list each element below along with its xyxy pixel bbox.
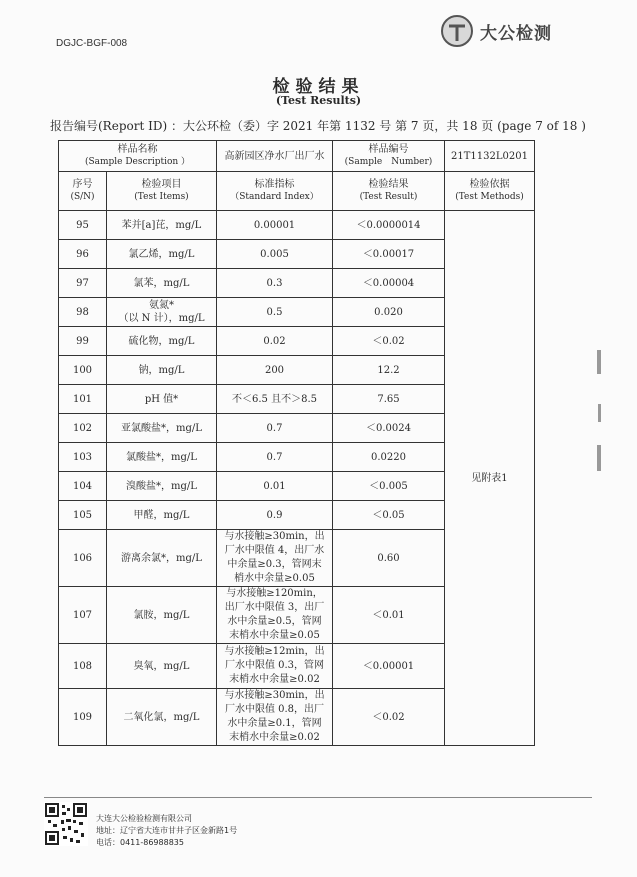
cell-result: 0.60 [333,530,445,587]
col-std: 标准指标 （Standard Index） [217,172,333,211]
cell-std: 0.005 [217,240,333,269]
cell-result: ＜0.00001 [333,644,445,689]
col-result: 检验结果 (Test Result) [333,172,445,211]
cell-item [107,530,217,587]
cell-sn: 101 [59,385,107,414]
item-name: 甲醛，mg/L [133,509,190,521]
item-name: 氯苯，mg/L [133,277,190,289]
cell-item [107,443,217,472]
cell-result: ＜0.0000014 [333,211,445,240]
cell-result: 0.020 [333,298,445,327]
col-item: 检验项目 (Test Items) [107,172,217,211]
cell-result: ＜0.05 [333,501,445,530]
item-name: 氨氮* [149,300,174,311]
results-body [59,211,535,746]
cell-item [107,269,217,298]
sample-name-value: 高新园区净水厂出厂水 [217,141,333,172]
cell-std: 0.01 [217,472,333,501]
logo-brand-text: 大公检测 [480,23,552,44]
cell-result: ＜0.005 [333,472,445,501]
item-name: 臭氧，mg/L [133,660,190,672]
cell-item [107,298,217,327]
cell-result: ＜0.00004 [333,269,445,298]
cell-result: 12.2 [333,356,445,385]
scan-mark [597,350,601,374]
cell-item [107,356,217,385]
cell-sn: 104 [59,472,107,501]
company-logo [440,14,552,48]
cell-item [107,327,217,356]
page-title: 检验结果 [272,77,365,97]
cell-sn: 99 [59,327,107,356]
cell-sn: 102 [59,414,107,443]
sample-number-value: 21T1132L0201 [445,141,535,172]
cell-std: 0.00001 [217,211,333,240]
report-id-line: 报告编号(Report ID) ：大公环检（委）字 2021 年第 1132 号 第 7 页，共 18 页 (page 7 of 18 ) [50,119,586,133]
cell-std: 200 [217,356,333,385]
item-name: 氯酸盐*，mg/L [126,451,197,463]
item-name: 溴酸盐*，mg/L [126,480,197,492]
cell-sn: 103 [59,443,107,472]
col-sn: 序号 (S/N) [59,172,107,211]
results-table [58,140,535,746]
cell-result: ＜0.02 [333,689,445,746]
cell-std: 0.02 [217,327,333,356]
cell-std: 0.3 [217,269,333,298]
cell-item [107,211,217,240]
cell-std: 与水接触≥30min，出厂水中限值 0.8，出厂水中余量≥0.1，管网末梢水中余量≥0.02 [217,689,333,746]
cell-item [107,587,217,644]
col-method: 检验依据 (Test Methods) [445,172,535,211]
cell-item [107,689,217,746]
cell-result: ＜0.0024 [333,414,445,443]
cell-sn: 108 [59,644,107,689]
cell-result: 7.65 [333,385,445,414]
cell-result: 0.0220 [333,443,445,472]
cell-std: 0.7 [217,443,333,472]
qr-code-icon [44,802,88,846]
item-name-line2: （以 N 计），mg/L [118,313,205,324]
cell-sn: 109 [59,689,107,746]
column-header-row [59,172,535,211]
cell-item [107,240,217,269]
cell-result: ＜0.02 [333,327,445,356]
scan-mark [598,404,601,422]
cell-result: ＜0.00017 [333,240,445,269]
document-code: DGJC-BGF-008 [56,38,128,49]
item-name: 二氧化氯，mg/L [123,711,200,723]
sample-number-label: 样品编号 (Sample Number) [333,141,445,172]
cell-sn: 98 [59,298,107,327]
footer-divider [44,797,592,798]
company-address: 地址：辽宁省大连市甘井子区金新路1号 [96,826,238,835]
cell-result: ＜0.01 [333,587,445,644]
cell-sn: 105 [59,501,107,530]
cell-sn: 107 [59,587,107,644]
page-subtitle: (Test Results) [275,94,362,107]
logo-mark-icon [440,14,474,48]
cell-std: 与水接触≥30min，出厂水中限值 4，出厂水中余量≥0.3，管网末梢水中余量≥0.05 [217,530,333,587]
cell-sn: 106 [59,530,107,587]
cell-std: 不＜6.5 且不＞8.5 [217,385,333,414]
cell-std: 与水接触≥12min，出厂水中限值 0.3，管网末梢水中余量≥0.02 [217,644,333,689]
cell-method: 见附表1 [445,211,535,746]
item-name: 氯乙烯，mg/L [128,248,195,260]
cell-item [107,501,217,530]
company-info [96,813,237,849]
cell-std: 与水接触≥120min，出厂水中限值 3，出厂水中余量≥0.5，管网末梢水中余量≥0.05 [217,587,333,644]
item-name: 苯并[a]芘，mg/L [121,219,202,231]
cell-item [107,644,217,689]
cell-item [107,472,217,501]
company-phone: 电话：0411-86988835 [96,838,184,847]
sample-info-row [59,141,535,172]
table-row [59,211,535,240]
cell-item [107,414,217,443]
item-name: pH 值* [144,393,179,405]
item-name: 硫化物，mg/L [128,335,195,347]
item-name: 氯胺，mg/L [133,609,190,621]
sample-name-label: 样品名称 (Sample Description ） [59,141,217,172]
company-name: 大连大公检验检测有限公司 [96,814,192,823]
item-name: 游离余氯*，mg/L [121,552,202,564]
cell-std: 0.5 [217,298,333,327]
cell-sn: 97 [59,269,107,298]
cell-sn: 96 [59,240,107,269]
cell-std: 0.9 [217,501,333,530]
cell-std: 0.7 [217,414,333,443]
scan-mark [597,445,601,471]
cell-item [107,385,217,414]
item-name: 亚氯酸盐*，mg/L [121,422,202,434]
cell-sn: 100 [59,356,107,385]
item-name: 钠，mg/L [138,364,185,376]
cell-sn: 95 [59,211,107,240]
